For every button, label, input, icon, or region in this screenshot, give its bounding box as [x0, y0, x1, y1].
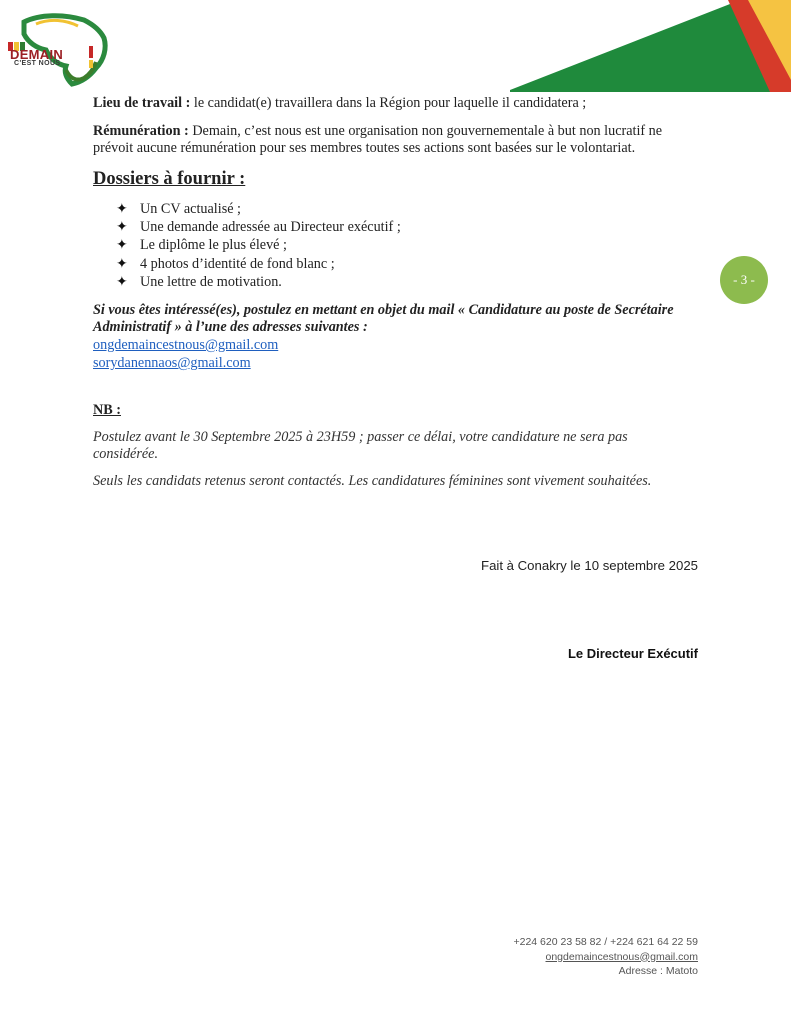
list-item-text: Une demande adressée au Directeur exécutif ; [140, 219, 401, 236]
star-bullet-icon: ✦ [116, 273, 128, 290]
list-item [116, 273, 401, 291]
list-item [116, 218, 401, 236]
work-location-paragraph [93, 95, 693, 112]
star-bullet-icon: ✦ [116, 237, 128, 254]
list-item [116, 200, 401, 218]
list-item-text: Une lettre de motivation. [140, 273, 282, 290]
deadline-note: Postulez avant le 30 Septembre 2025 à 23H59 ; passer ce délai, votre candidature ne sera pas considérée. [93, 429, 628, 462]
nb-heading: NB : [93, 402, 121, 418]
work-location-label: Lieu de travail : [93, 95, 191, 111]
signatory-title: Le Directeur Exécutif [567, 646, 698, 661]
application-instruction: Si vous êtes intéressé(es), postulez en mettant en objet du mail « Candidature au poste de Secrétaire Administratif » à l’une des adresses suivantes : [93, 302, 674, 335]
list-item [116, 236, 401, 254]
list-item [116, 255, 401, 273]
page-number-badge: - 3 - [720, 256, 768, 304]
footer-contact [513, 935, 698, 979]
footer-address: Adresse : Matoto [618, 965, 698, 977]
logo-tagline: C'EST NOUS [14, 60, 61, 67]
footer-email-link[interactable]: ongdemaincestnous@gmail.com [545, 950, 698, 963]
logo-wordmark: DEMAIN [10, 47, 64, 62]
star-bullet-icon: ✦ [116, 255, 128, 272]
remuneration-label: Rémunération : [93, 123, 189, 139]
remuneration-paragraph [93, 123, 693, 157]
star-bullet-icon: ✦ [116, 219, 128, 236]
selection-note: Seuls les candidats retenus seront contactés. Les candidatures féminines sont vivement souhaitées. [93, 473, 652, 489]
remuneration-text: Demain, c’est nous est une organisation non gouvernementale à but non lucratif ne prévoit aucune rémunération pour ses membres toutes ses actions sont basées sur le volontariat. [93, 123, 663, 156]
star-bullet-icon: ✦ [116, 201, 128, 217]
footer-phones: +224 620 23 58 82 / +224 621 64 22 59 [513, 936, 698, 948]
documents-list [116, 200, 401, 291]
email-link-secondary[interactable]: sorydanennaos@gmail.com [93, 355, 251, 371]
list-item-text: Un CV actualisé ; [140, 201, 242, 217]
list-item-text: 4 photos d’identité de fond blanc ; [140, 255, 335, 272]
work-location-text: le candidat(e) travaillera dans la Région pour laquelle il candidatera ; [190, 95, 587, 111]
email-link-primary[interactable]: ongdemaincestnous@gmail.com [93, 337, 279, 353]
list-item-text: Le diplôme le plus élevé ; [140, 237, 287, 254]
documents-heading: Dossiers à fournir : [93, 169, 246, 189]
header-corner-decoration [500, 0, 791, 92]
place-date: Fait à Conakry le 10 septembre 2025 [481, 558, 698, 573]
